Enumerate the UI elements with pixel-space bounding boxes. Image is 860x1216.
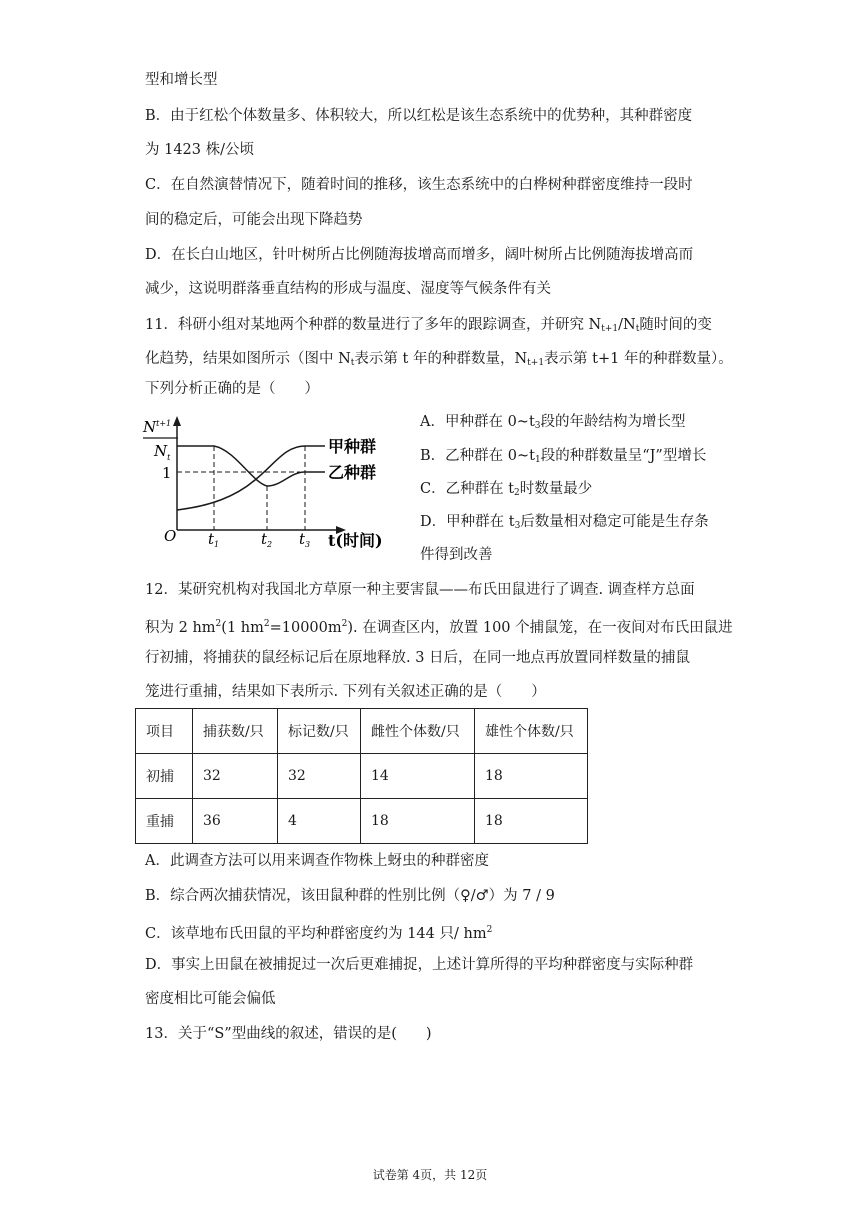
option-b-line2: 为 1423 株/公顷: [145, 142, 255, 158]
q11-stem-line3: 下列分析正确的是（ ）: [145, 381, 319, 397]
option-d-line2: 减少，这说明群落垂直结构的形成与温度、湿度等气候条件有关: [145, 281, 551, 297]
y-axis-arrow: [173, 416, 181, 426]
table-row: [136, 754, 588, 799]
q13-stem: 13．关于“S”型曲线的叙述，错误的是( ): [145, 1026, 432, 1042]
x-tick-t1: $t_1$: [208, 530, 220, 549]
table-cell: 14: [361, 754, 475, 799]
q12-stem-line3: 行初捕，将捕获的鼠经标记后在原地释放. 3 日后，在同一地点再放置同样数量的捕鼠: [145, 650, 691, 666]
table-header-cell: 项目: [136, 709, 193, 754]
series-label-yi: 乙种群: [328, 463, 377, 482]
option-c-line1: C．在自然演替情况下，随着时间的推移，该生态系统中的白桦树种群密度维持一段时: [145, 177, 693, 193]
q12-option-a[interactable]: A．此调查方法可以用来调查作物株上蚜虫的种群密度: [145, 853, 489, 869]
series-jia-curve: [177, 446, 325, 510]
q11-option-d-line2: 件得到改善: [420, 547, 493, 563]
q11-option-c[interactable]: C．乙种群在 $t_2$时数量最少: [420, 481, 593, 498]
q11-option-b[interactable]: B．乙种群在 $0\sim t_1$段的种群数量呈“J”型增长: [420, 448, 707, 465]
table-cell: 18: [475, 754, 588, 799]
q11-stem-line1: 11．科研小组对某地两个种群的数量进行了多年的跟踪调查，并研究 $N_{t+1}/N_t$随时间的变: [145, 317, 712, 334]
capture-data-table: [135, 708, 588, 844]
table-header-cell: 雌性个体数/只: [361, 709, 475, 754]
series-yi-curve: [177, 446, 325, 486]
table-cell: 32: [278, 754, 361, 799]
x-tick-t3: $t_3$: [299, 530, 311, 549]
table-cell: 初捕: [136, 754, 193, 799]
table-cell: 4: [278, 799, 361, 844]
y-tick-1: 1: [162, 464, 172, 482]
option-c-line2: 间的稳定后，可能会出现下降趋势: [145, 212, 363, 228]
table-cell: 18: [475, 799, 588, 844]
table-header-row: [136, 709, 588, 754]
table-header-cell: 雄性个体数/只: [475, 709, 588, 754]
table-header-cell: 标记数/只: [278, 709, 361, 754]
q12-option-d-line2: 密度相比可能会偏低: [145, 991, 276, 1007]
q12-stem-line2: 积为 2 $hm^2(1$ $hm^2=10000m^2$). 在调查区内，放置 100 个捕鼠笼，在一夜间对布氏田鼠进: [145, 619, 733, 636]
table-row: [136, 799, 588, 844]
q12-option-d-line1[interactable]: D．事实上田鼠在被捕捉过一次后更难捕捉，上述计算所得的平均种群密度与实际种群: [145, 957, 694, 973]
q12-option-b[interactable]: B．综合两次捕获情况，该田鼠种群的性别比例（♀/♂）为 7 / 9: [145, 888, 555, 904]
table-cell: 18: [361, 799, 475, 844]
q12-stem-line4: 笼进行重捕，结果如下表所示. 下列有关叙述正确的是（ ）: [145, 684, 546, 700]
q12-option-c[interactable]: C．该草地布氏田鼠的平均种群密度约为 144 只/ $hm^2$: [145, 925, 493, 942]
population-ratio-chart: [140, 412, 400, 552]
table-cell: 重捕: [136, 799, 193, 844]
y-axis-label-numerator: $N^{t+1}$: [143, 418, 172, 436]
table-header-cell: 捕获数/只: [193, 709, 278, 754]
option-b-line1: B．由于红松个体数量多、体积较大，所以红松是该生态系统中的优势种，其种群密度: [145, 108, 693, 124]
y-axis-label-denominator: $N_t$: [154, 442, 171, 462]
page-footer: 试卷第 4页，共 12页: [372, 1168, 488, 1182]
x-axis-label: t(时间): [328, 531, 383, 550]
q11-stem-line2: 化趋势，结果如图所示（图中 $N_t$表示第 t 年的种群数量，$N_{t+1}$表示第 t+1 年的种群数量）。: [145, 351, 733, 368]
q12-stem-line1: 12．某研究机构对我国北方草原一种主要害鼠——布氏田鼠进行了调查. 调查样方总面: [145, 582, 695, 598]
origin-label: O: [164, 527, 177, 545]
x-tick-t2: $t_2$: [261, 530, 273, 549]
table-cell: 32: [193, 754, 278, 799]
q11-option-a[interactable]: A．甲种群在 $0\sim t_3$段的年龄结构为增长型: [420, 414, 686, 431]
q11-option-d[interactable]: D．甲种群在 $t_3$后数量相对稳定可能是生存条: [420, 514, 709, 531]
series-label-jia: 甲种群: [328, 437, 377, 456]
option-d-line1: D．在长白山地区，针叶树所占比例随海拔增高而增多，阔叶树所占比例随海拔增高而: [145, 247, 694, 263]
table-cell: 36: [193, 799, 278, 844]
option-text: 型和增长型: [145, 72, 218, 88]
